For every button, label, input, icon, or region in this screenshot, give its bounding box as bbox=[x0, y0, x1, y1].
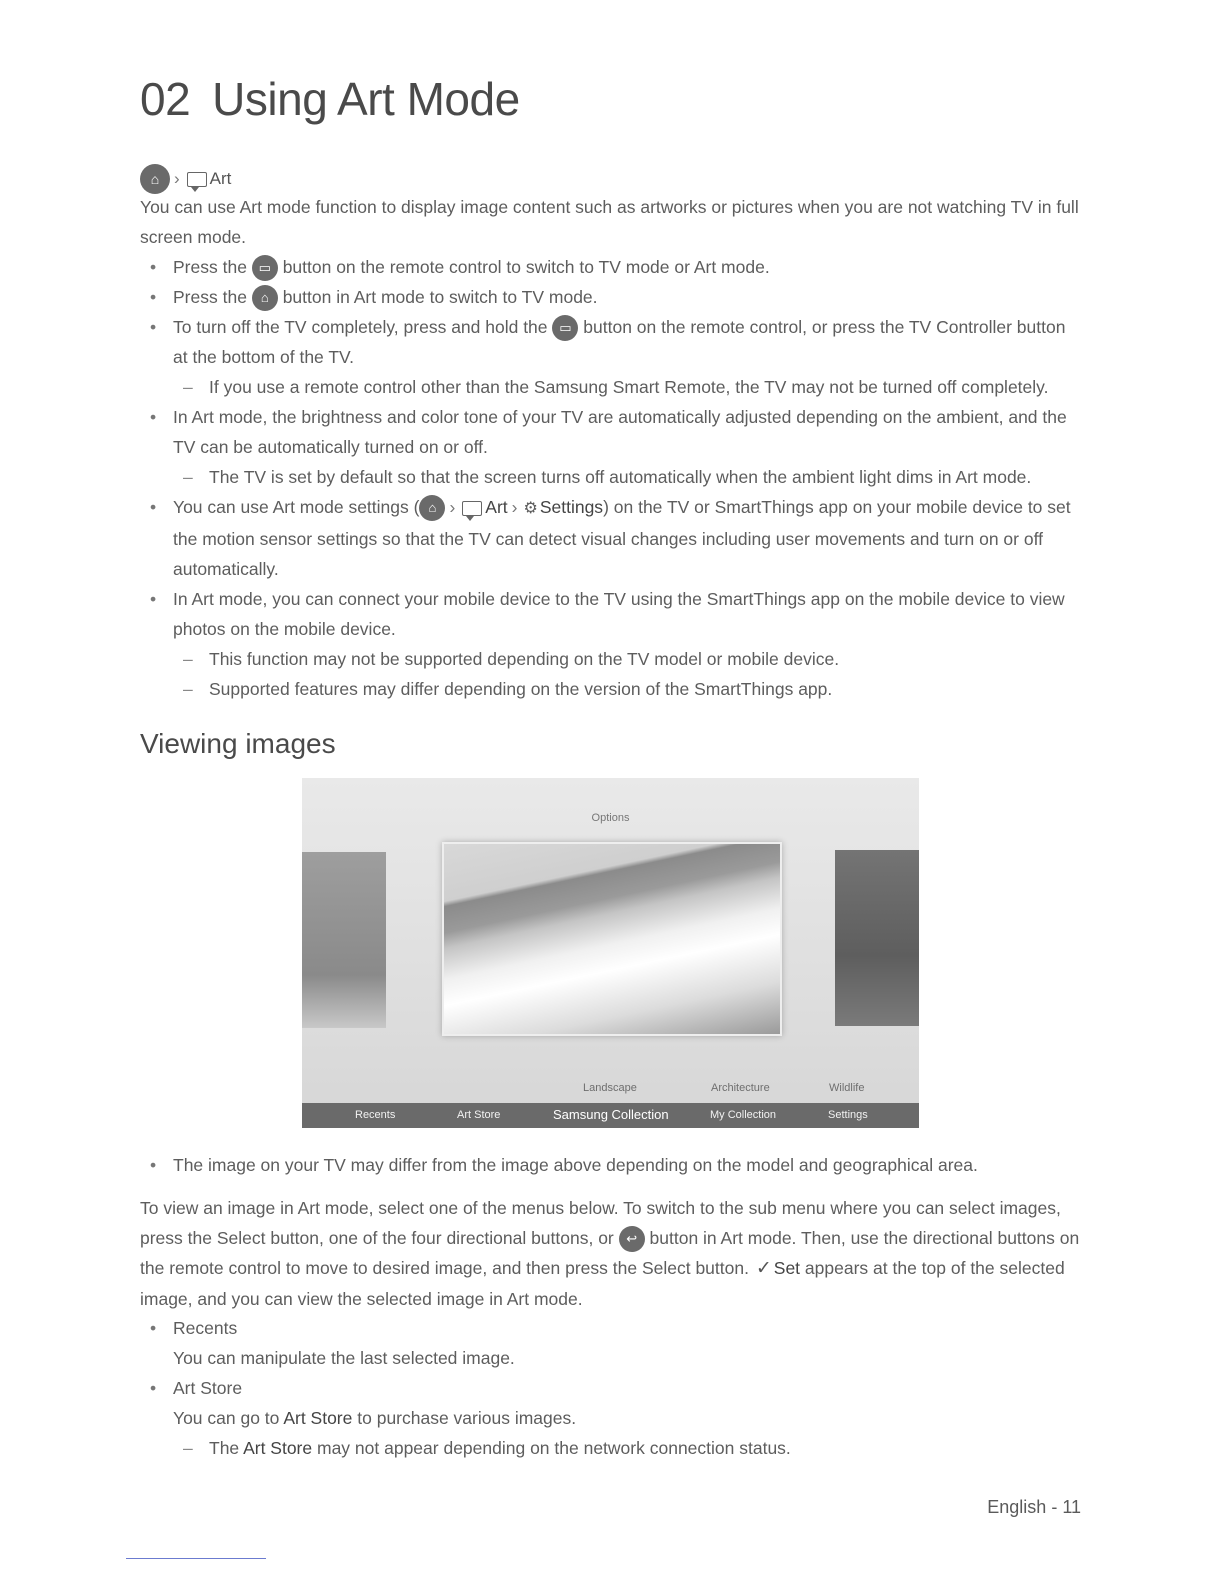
sub-list-item: – Supported features may differ depending on the version of the SmartThings app. bbox=[173, 674, 1080, 704]
chapter-title: Using Art Mode bbox=[212, 73, 520, 125]
list-item bbox=[150, 1373, 1080, 1463]
tab-settings: Settings bbox=[828, 1109, 868, 1121]
menu-recents-desc: You can manipulate the last selected image. bbox=[173, 1348, 515, 1368]
gear-icon: ⚙ bbox=[523, 500, 538, 517]
chapter-number: 02 bbox=[140, 73, 191, 125]
tab-my-collection: My Collection bbox=[710, 1109, 777, 1121]
menu-art-store-label: • Art Store bbox=[173, 1378, 243, 1398]
category-architecture: Architecture bbox=[711, 1082, 770, 1094]
chevron-right-icon: › bbox=[449, 497, 456, 517]
list-item: • Press the ▭ button on the remote control to switch to TV mode or Art mode. bbox=[150, 252, 1080, 282]
list-item: • In Art mode, the brightness and color tone of your TV are automatically adjusted depending on the ambient, and the TV can be automatically turned on or off. – The TV is set by default so that the screen turns off automatically when the ambient light dims in Art mode. bbox=[150, 402, 1080, 492]
intro-paragraph: You can use Art mode function to display image content such as artworks or pictures when you are not watching TV in full screen mode. bbox=[140, 197, 1079, 247]
list-item: • The image on your TV may differ from the image above depending on the model and geographical area. bbox=[150, 1150, 1080, 1180]
options-label: Options bbox=[591, 812, 630, 824]
section-heading: Viewing images bbox=[140, 728, 336, 759]
chevron-right-icon: › bbox=[511, 497, 518, 517]
menu-path-art: Art bbox=[209, 169, 232, 188]
list-item: • You can use Art mode settings ( ⌂ › Art › ⚙ Settings) on the TV or SmartThings app on your mobile device to set the motion sensor settings so that the TV can detect visual changes including user movements and turn on or off automatically. bbox=[150, 492, 1080, 584]
art-mode-button-icon: ▭ bbox=[252, 255, 278, 281]
sub-list-item: – The TV is set by default so that the screen turns off automatically when the ambient light dims in Art mode. bbox=[173, 462, 1080, 492]
menu-list bbox=[150, 1313, 1080, 1463]
art-mode-icon bbox=[187, 172, 207, 187]
art-mode-screenshot bbox=[302, 778, 919, 1128]
list-item: • To turn off the TV completely, press and hold the ▭ button on the remote control, or press the TV Controller button at the bottom of the TV. – If you use a remote control other than the Samsung Smart Remote, the TV may not be turned off completely. bbox=[150, 312, 1080, 402]
menu-recents-label: • Recents bbox=[173, 1318, 238, 1338]
return-icon: ↩ bbox=[619, 1226, 645, 1252]
tab-art-store: Art Store bbox=[457, 1109, 501, 1121]
menu-path bbox=[140, 164, 231, 194]
checkmark-icon: ✓ bbox=[755, 1258, 772, 1279]
thumbnail-right bbox=[835, 850, 919, 1026]
home-icon: ⌂ bbox=[419, 495, 445, 521]
footer-rule bbox=[126, 1558, 266, 1559]
art-mode-icon bbox=[462, 501, 482, 516]
category-row bbox=[302, 1080, 919, 1100]
sub-list-item: – This function may not be supported depending on the TV model or mobile device. bbox=[173, 644, 1080, 674]
home-icon: ⌂ bbox=[252, 285, 278, 311]
viewing-paragraph: To view an image in Art mode, select one of the menus below. To switch to the sub menu where you can select images, press the Select button, one of the four directional buttons, or ↩ button in Art mode. Then, use the directional buttons on the remote control to move to desired image, and then press the Select button. ✓ Set appears at the top of the selected image, and you can view the selected image in Art mode. bbox=[140, 1198, 1080, 1309]
thumbnail-left bbox=[302, 852, 386, 1028]
tab-samsung-collection: Samsung Collection bbox=[553, 1107, 669, 1122]
menu-art-store-desc: You can go to Art Store to purchase various images. bbox=[173, 1408, 577, 1428]
art-mode-button-icon: ▭ bbox=[552, 315, 578, 341]
list-item bbox=[150, 1313, 1080, 1373]
tab-bar bbox=[302, 1103, 919, 1128]
feature-list bbox=[150, 252, 1080, 704]
thumbnail-selected bbox=[442, 842, 782, 1036]
page-title bbox=[140, 72, 520, 126]
category-landscape: Landscape bbox=[583, 1082, 637, 1094]
list-item: • In Art mode, you can connect your mobile device to the TV using the SmartThings app on the mobile device to view photos on the mobile device. – This function may not be supported depending on the TV model or mobile device. – Supported features may differ depending on the version of the SmartThings app. bbox=[150, 584, 1080, 704]
list-item: • Press the ⌂ button in Art mode to switch to TV mode. bbox=[150, 282, 1080, 312]
tab-recents: Recents bbox=[355, 1109, 396, 1121]
image-note-list bbox=[150, 1150, 1080, 1180]
sub-list-item: – The Art Store may not appear depending on the network connection status. bbox=[173, 1433, 1080, 1463]
page-number: English - 11 bbox=[987, 1497, 1081, 1517]
category-wildlife: Wildlife bbox=[829, 1082, 865, 1094]
sub-list-item: – If you use a remote control other than the Samsung Smart Remote, the TV may not be turned off completely. bbox=[173, 372, 1080, 402]
home-icon: ⌂ bbox=[140, 164, 170, 194]
chevron-right-icon: › bbox=[174, 169, 180, 188]
